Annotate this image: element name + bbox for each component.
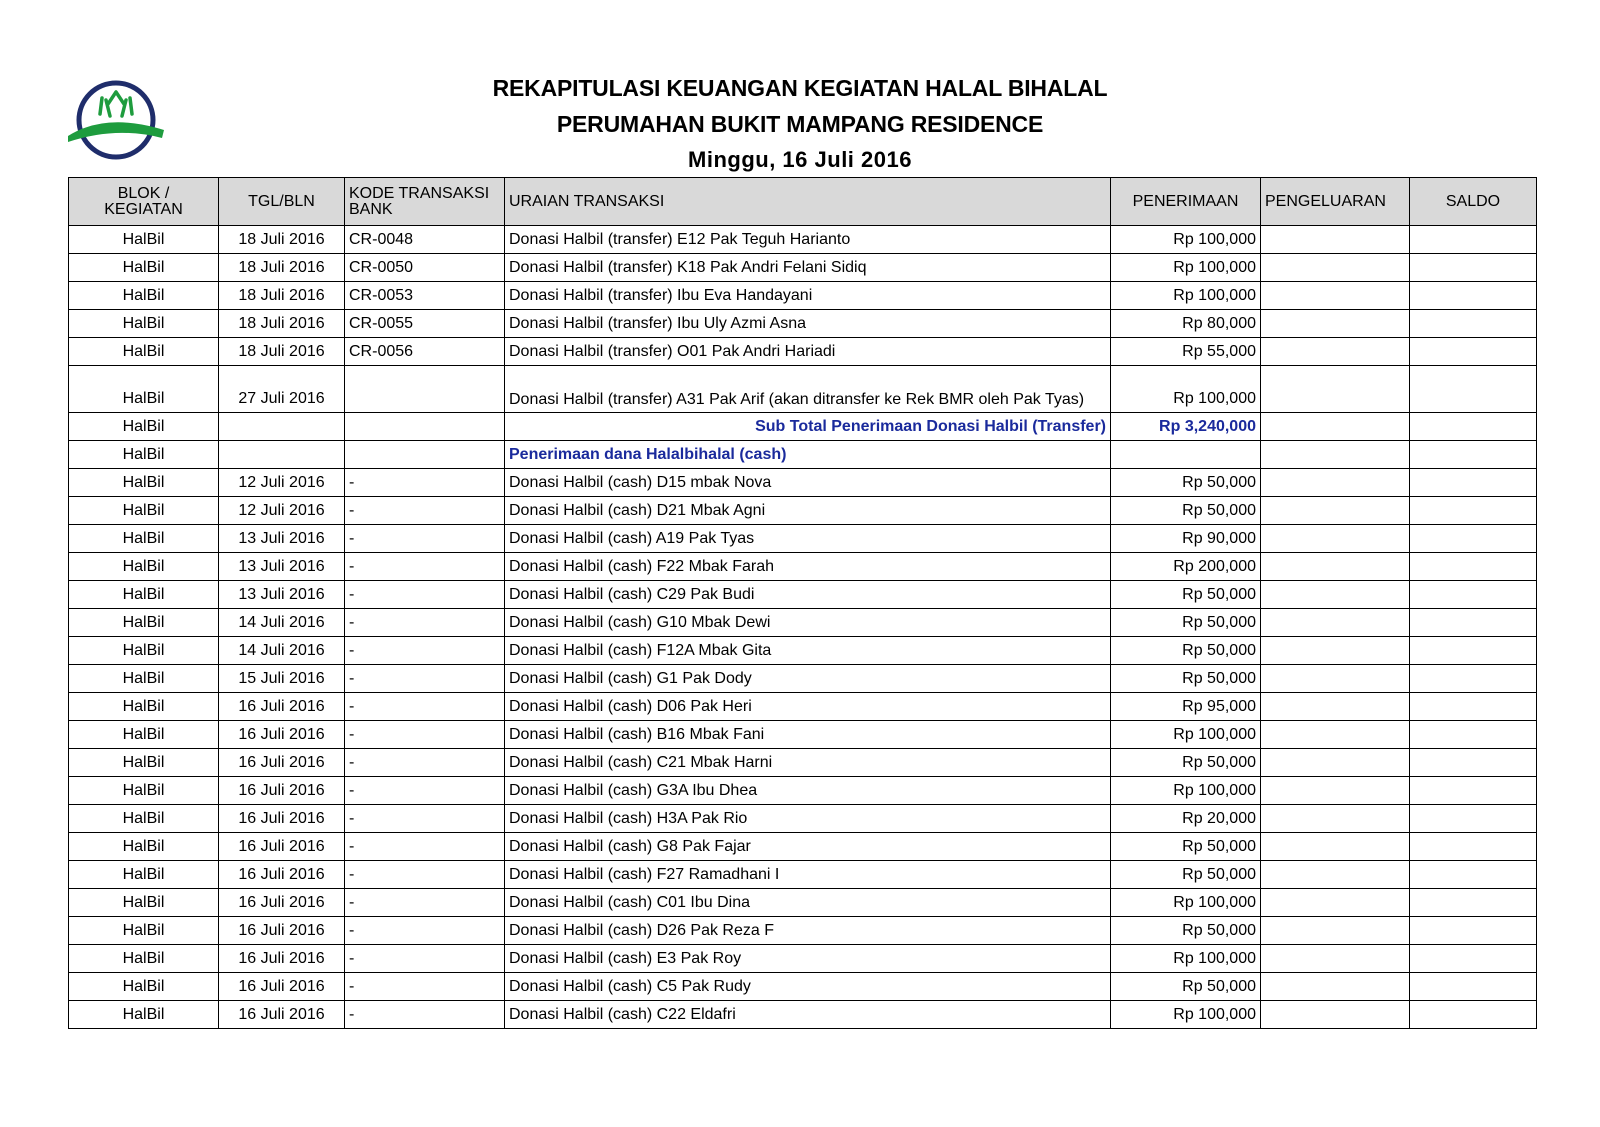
cell-expense	[1261, 254, 1410, 282]
cell-balance	[1410, 721, 1537, 749]
table-row	[69, 833, 1537, 861]
cell-balance	[1410, 777, 1537, 805]
cell-date	[219, 441, 345, 469]
table-row	[69, 441, 1537, 469]
cell-description: Donasi Halbil (cash) C5 Pak Rudy	[505, 973, 1111, 1001]
cell-blok: HalBil	[69, 553, 219, 581]
cell-date: 16 Juli 2016	[219, 917, 345, 945]
table-row	[69, 637, 1537, 665]
cell-description: Donasi Halbil (transfer) K18 Pak Andri Felani Sidiq	[505, 254, 1111, 282]
cell-balance	[1410, 749, 1537, 777]
cell-balance	[1410, 917, 1537, 945]
cell-income: Rp 50,000	[1111, 833, 1261, 861]
cell-date: 18 Juli 2016	[219, 254, 345, 282]
cell-blok: HalBil	[69, 366, 219, 413]
cell-income: Rp 100,000	[1111, 366, 1261, 413]
cell-blok: HalBil	[69, 581, 219, 609]
cell-description: Donasi Halbil (transfer) Ibu Uly Azmi Asna	[505, 310, 1111, 338]
cell-description: Donasi Halbil (cash) D21 Mbak Agni	[505, 497, 1111, 525]
cell-date: 16 Juli 2016	[219, 889, 345, 917]
cell-transaction-code: -	[345, 777, 505, 805]
cell-description: Donasi Halbil (cash) G10 Mbak Dewi	[505, 609, 1111, 637]
cell-description: Donasi Halbil (cash) C29 Pak Budi	[505, 581, 1111, 609]
column-header-penerimaan: PENERIMAAN	[1111, 178, 1261, 226]
cell-expense	[1261, 413, 1410, 441]
cell-blok: HalBil	[69, 693, 219, 721]
cell-balance	[1410, 282, 1537, 310]
cell-transaction-code: -	[345, 553, 505, 581]
cell-transaction-code: CR-0056	[345, 338, 505, 366]
cell-income: Rp 50,000	[1111, 609, 1261, 637]
table-header-row	[69, 178, 1537, 226]
cell-blok: HalBil	[69, 282, 219, 310]
cell-blok: HalBil	[69, 721, 219, 749]
cell-blok: HalBil	[69, 413, 219, 441]
cell-date	[219, 413, 345, 441]
cell-income: Rp 100,000	[1111, 889, 1261, 917]
cell-expense	[1261, 721, 1410, 749]
cell-balance	[1410, 609, 1537, 637]
cell-income: Rp 80,000	[1111, 310, 1261, 338]
cell-date: 16 Juli 2016	[219, 777, 345, 805]
document-header	[400, 70, 1200, 178]
table-row	[69, 282, 1537, 310]
cell-date: 16 Juli 2016	[219, 693, 345, 721]
cell-blok: HalBil	[69, 973, 219, 1001]
table-row	[69, 553, 1537, 581]
cell-balance	[1410, 413, 1537, 441]
cell-transaction-code: -	[345, 609, 505, 637]
column-header-pengeluaran: PENGELUARAN	[1261, 178, 1410, 226]
cell-description: Donasi Halbil (cash) F27 Ramadhani I	[505, 861, 1111, 889]
cell-balance	[1410, 254, 1537, 282]
cell-balance	[1410, 861, 1537, 889]
cell-income: Rp 100,000	[1111, 254, 1261, 282]
cell-transaction-code: -	[345, 861, 505, 889]
cell-description: Donasi Halbil (cash) C22 Eldafri	[505, 1001, 1111, 1029]
cell-blok: HalBil	[69, 749, 219, 777]
table-row	[69, 749, 1537, 777]
column-header-kode: KODE TRANSAKSI BANK	[345, 178, 505, 226]
cell-date: 16 Juli 2016	[219, 945, 345, 973]
cell-date: 18 Juli 2016	[219, 282, 345, 310]
cell-description: Donasi Halbil (transfer) O01 Pak Andri Hariadi	[505, 338, 1111, 366]
cell-income: Rp 90,000	[1111, 525, 1261, 553]
cell-expense	[1261, 637, 1410, 665]
cell-date: 27 Juli 2016	[219, 366, 345, 413]
cell-income	[1111, 441, 1261, 469]
cell-income: Rp 50,000	[1111, 861, 1261, 889]
column-header-saldo: SALDO	[1410, 178, 1537, 226]
cell-transaction-code: -	[345, 581, 505, 609]
cell-date: 14 Juli 2016	[219, 637, 345, 665]
cell-date: 16 Juli 2016	[219, 749, 345, 777]
cell-income: Rp 100,000	[1111, 945, 1261, 973]
cell-expense	[1261, 917, 1410, 945]
table-row	[69, 226, 1537, 254]
cell-blok: HalBil	[69, 441, 219, 469]
cell-balance	[1410, 973, 1537, 1001]
cell-date: 12 Juli 2016	[219, 469, 345, 497]
cell-balance	[1410, 833, 1537, 861]
table-row	[69, 525, 1537, 553]
cell-date: 15 Juli 2016	[219, 665, 345, 693]
cell-blok: HalBil	[69, 338, 219, 366]
financial-ledger-table	[68, 177, 1537, 1029]
cell-expense	[1261, 609, 1410, 637]
cell-blok: HalBil	[69, 777, 219, 805]
cell-transaction-code: -	[345, 889, 505, 917]
cell-income: Rp 50,000	[1111, 497, 1261, 525]
cell-income: Rp 100,000	[1111, 282, 1261, 310]
cell-description: Donasi Halbil (cash) D06 Pak Heri	[505, 693, 1111, 721]
cell-income: Rp 20,000	[1111, 805, 1261, 833]
cell-balance	[1410, 693, 1537, 721]
cell-blok: HalBil	[69, 226, 219, 254]
cell-date: 16 Juli 2016	[219, 1001, 345, 1029]
cell-balance	[1410, 441, 1537, 469]
table-row	[69, 889, 1537, 917]
cell-income: Rp 50,000	[1111, 469, 1261, 497]
cell-description: Donasi Halbil (cash) G8 Pak Fajar	[505, 833, 1111, 861]
cell-blok: HalBil	[69, 310, 219, 338]
cell-description: Donasi Halbil (cash) E3 Pak Roy	[505, 945, 1111, 973]
cell-expense	[1261, 497, 1410, 525]
table-row	[69, 917, 1537, 945]
cell-expense	[1261, 861, 1410, 889]
cell-expense	[1261, 338, 1410, 366]
cell-transaction-code: CR-0055	[345, 310, 505, 338]
table-row	[69, 497, 1537, 525]
column-header-tgl: TGL/BLN	[219, 178, 345, 226]
cell-description: Donasi Halbil (cash) F12A Mbak Gita	[505, 637, 1111, 665]
ledger-body	[69, 226, 1537, 1029]
cell-transaction-code	[345, 441, 505, 469]
cell-description: Donasi Halbil (cash) H3A Pak Rio	[505, 805, 1111, 833]
cell-blok: HalBil	[69, 945, 219, 973]
cell-blok: HalBil	[69, 254, 219, 282]
cell-income: Rp 50,000	[1111, 749, 1261, 777]
table-row	[69, 413, 1537, 441]
cell-description: Donasi Halbil (transfer) Ibu Eva Handayani	[505, 282, 1111, 310]
cell-balance	[1410, 310, 1537, 338]
cell-date: 16 Juli 2016	[219, 973, 345, 1001]
cell-balance	[1410, 945, 1537, 973]
cell-balance	[1410, 889, 1537, 917]
cell-expense	[1261, 226, 1410, 254]
cell-description: Donasi Halbil (cash) A19 Pak Tyas	[505, 525, 1111, 553]
cell-description: Donasi Halbil (cash) G3A Ibu Dhea	[505, 777, 1111, 805]
report-title: REKAPITULASI KEUANGAN KEGIATAN HALAL BIHALAL	[492, 75, 1108, 101]
cell-blok: HalBil	[69, 665, 219, 693]
cell-expense	[1261, 441, 1410, 469]
cell-transaction-code: -	[345, 833, 505, 861]
cell-blok: HalBil	[69, 861, 219, 889]
logo-emblem-icon	[66, 78, 166, 162]
cell-balance	[1410, 805, 1537, 833]
cell-description: Donasi Halbil (cash) D26 Pak Reza F	[505, 917, 1111, 945]
cell-balance	[1410, 525, 1537, 553]
cell-expense	[1261, 777, 1410, 805]
cell-description: Donasi Halbil (cash) B16 Mbak Fani	[505, 721, 1111, 749]
cell-transaction-code: -	[345, 1001, 505, 1029]
cell-income: Rp 95,000	[1111, 693, 1261, 721]
cell-transaction-code: -	[345, 693, 505, 721]
cell-date: 16 Juli 2016	[219, 721, 345, 749]
cell-income: Rp 50,000	[1111, 637, 1261, 665]
cell-description: Donasi Halbil (transfer) A31 Pak Arif (akan ditransfer ke Rek BMR oleh Pak Tyas)	[505, 366, 1111, 413]
cell-description: Donasi Halbil (cash) D15 mbak Nova	[505, 469, 1111, 497]
cell-transaction-code: -	[345, 917, 505, 945]
cell-expense	[1261, 945, 1410, 973]
cell-date: 16 Juli 2016	[219, 805, 345, 833]
table-row	[69, 609, 1537, 637]
cell-balance	[1410, 581, 1537, 609]
cell-description: Donasi Halbil (transfer) E12 Pak Teguh Harianto	[505, 226, 1111, 254]
cell-expense	[1261, 1001, 1410, 1029]
table-row	[69, 665, 1537, 693]
cell-income: Rp 100,000	[1111, 721, 1261, 749]
cell-income: Rp 100,000	[1111, 1001, 1261, 1029]
organization-logo	[66, 78, 166, 162]
cell-description: Donasi Halbil (cash) G1 Pak Dody	[505, 665, 1111, 693]
cell-expense	[1261, 525, 1410, 553]
cell-balance	[1410, 665, 1537, 693]
cell-transaction-code: CR-0048	[345, 226, 505, 254]
cell-description: Donasi Halbil (cash) F22 Mbak Farah	[505, 553, 1111, 581]
cell-income: Rp 50,000	[1111, 581, 1261, 609]
table-row	[69, 254, 1537, 282]
cell-expense	[1261, 553, 1410, 581]
table-row	[69, 861, 1537, 889]
cell-expense	[1261, 282, 1410, 310]
cell-expense	[1261, 889, 1410, 917]
cell-expense	[1261, 366, 1410, 413]
table-row	[69, 1001, 1537, 1029]
cell-expense	[1261, 693, 1410, 721]
cell-expense	[1261, 973, 1410, 1001]
column-header-uraian: URAIAN TRANSAKSI	[505, 178, 1111, 226]
cell-balance	[1410, 338, 1537, 366]
cell-date: 18 Juli 2016	[219, 226, 345, 254]
cell-expense	[1261, 310, 1410, 338]
cell-transaction-code: -	[345, 497, 505, 525]
cell-transaction-code	[345, 413, 505, 441]
cell-transaction-code: -	[345, 665, 505, 693]
table-row	[69, 338, 1537, 366]
table-row	[69, 973, 1537, 1001]
cell-income: Rp 50,000	[1111, 973, 1261, 1001]
cell-description: Donasi Halbil (cash) C21 Mbak Harni	[505, 749, 1111, 777]
cell-blok: HalBil	[69, 637, 219, 665]
cell-balance	[1410, 553, 1537, 581]
cell-date: 18 Juli 2016	[219, 338, 345, 366]
cell-balance	[1410, 226, 1537, 254]
cell-date: 16 Juli 2016	[219, 861, 345, 889]
cell-date: 14 Juli 2016	[219, 609, 345, 637]
cell-income: Rp 100,000	[1111, 226, 1261, 254]
table-row	[69, 777, 1537, 805]
cell-transaction-code: CR-0053	[345, 282, 505, 310]
column-header-blok: BLOK / KEGIATAN	[69, 178, 219, 226]
cell-balance	[1410, 1001, 1537, 1029]
report-subtitle: PERUMAHAN BUKIT MAMPANG RESIDENCE	[556, 111, 1044, 137]
cell-blok: HalBil	[69, 469, 219, 497]
cell-income: Rp 3,240,000	[1111, 413, 1261, 441]
cell-balance	[1410, 469, 1537, 497]
cell-income: Rp 100,000	[1111, 777, 1261, 805]
table-row	[69, 945, 1537, 973]
cell-date: 13 Juli 2016	[219, 525, 345, 553]
cell-transaction-code: -	[345, 749, 505, 777]
cell-transaction-code: -	[345, 805, 505, 833]
cell-income: Rp 50,000	[1111, 665, 1261, 693]
table-row	[69, 693, 1537, 721]
table-row	[69, 805, 1537, 833]
cell-description: Donasi Halbil (cash) C01 Ibu Dina	[505, 889, 1111, 917]
cell-description: Sub Total Penerimaan Donasi Halbil (Transfer)	[505, 413, 1111, 441]
table-row	[69, 721, 1537, 749]
cell-expense	[1261, 665, 1410, 693]
cell-balance	[1410, 637, 1537, 665]
cell-expense	[1261, 581, 1410, 609]
table-row	[69, 366, 1537, 413]
cell-date: 18 Juli 2016	[219, 310, 345, 338]
cell-blok: HalBil	[69, 609, 219, 637]
cell-blok: HalBil	[69, 525, 219, 553]
table-row	[69, 469, 1537, 497]
cell-date: 13 Juli 2016	[219, 553, 345, 581]
cell-transaction-code: -	[345, 525, 505, 553]
cell-income: Rp 200,000	[1111, 553, 1261, 581]
cell-transaction-code: -	[345, 973, 505, 1001]
cell-income: Rp 50,000	[1111, 917, 1261, 945]
table-row	[69, 581, 1537, 609]
cell-expense	[1261, 749, 1410, 777]
cell-expense	[1261, 833, 1410, 861]
cell-balance	[1410, 497, 1537, 525]
cell-blok: HalBil	[69, 889, 219, 917]
cell-blok: HalBil	[69, 497, 219, 525]
cell-date: 16 Juli 2016	[219, 833, 345, 861]
cell-transaction-code: -	[345, 637, 505, 665]
cell-blok: HalBil	[69, 1001, 219, 1029]
report-date: Minggu, 16 Juli 2016	[688, 147, 912, 172]
cell-expense	[1261, 469, 1410, 497]
cell-expense	[1261, 805, 1410, 833]
cell-blok: HalBil	[69, 805, 219, 833]
cell-transaction-code: -	[345, 721, 505, 749]
cell-transaction-code: -	[345, 469, 505, 497]
cell-date: 12 Juli 2016	[219, 497, 345, 525]
table-row	[69, 310, 1537, 338]
cell-date: 13 Juli 2016	[219, 581, 345, 609]
cell-description: Penerimaan dana Halalbihalal (cash)	[505, 441, 1111, 469]
cell-transaction-code	[345, 366, 505, 413]
cell-transaction-code: -	[345, 945, 505, 973]
cell-transaction-code: CR-0050	[345, 254, 505, 282]
cell-blok: HalBil	[69, 833, 219, 861]
cell-balance	[1410, 366, 1537, 413]
cell-income: Rp 55,000	[1111, 338, 1261, 366]
cell-blok: HalBil	[69, 917, 219, 945]
